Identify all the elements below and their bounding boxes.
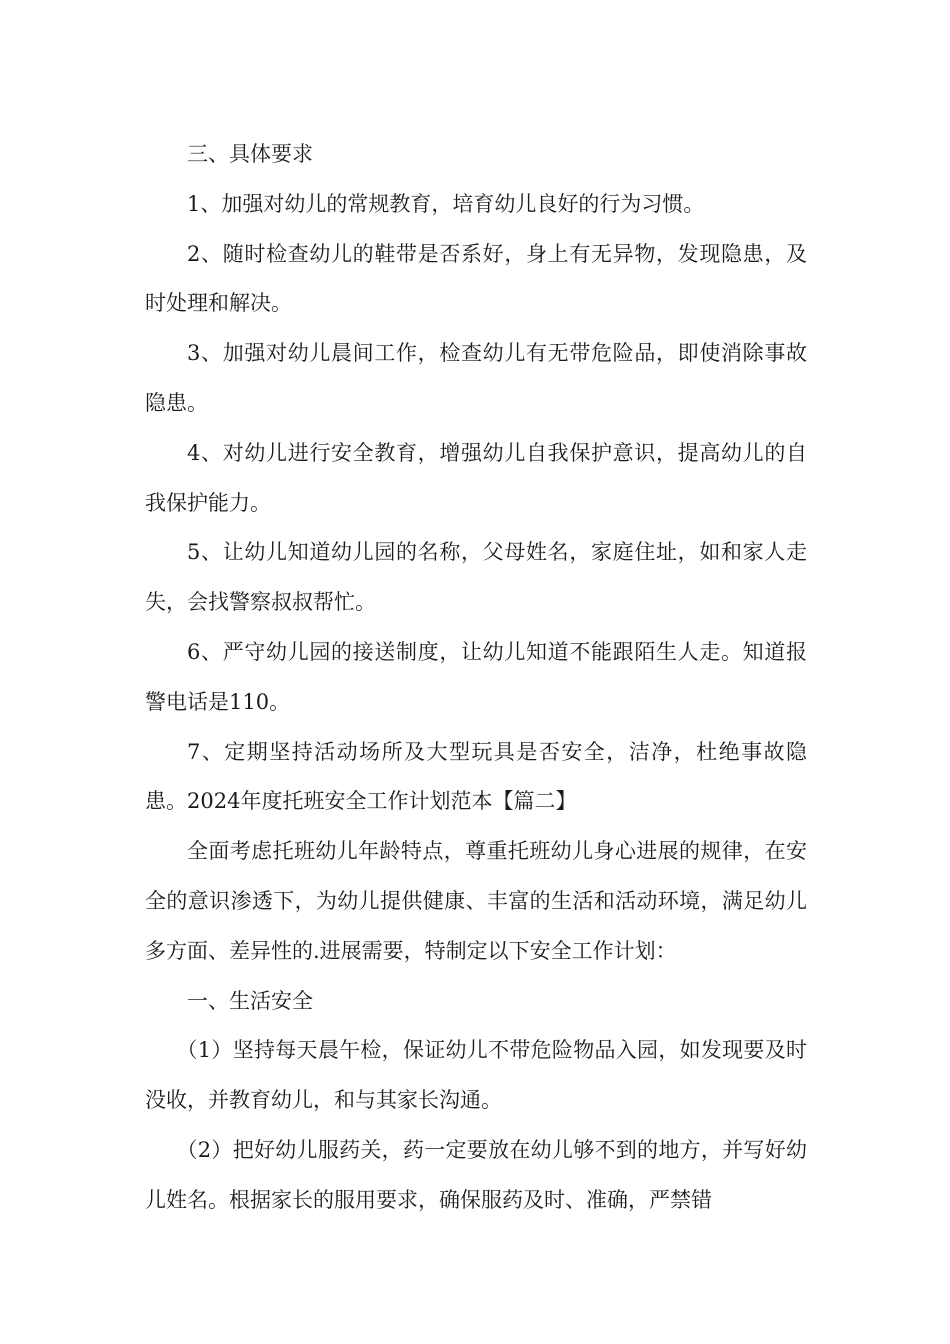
life-safety-item-2: （2）把好幼儿服药关，药一定要放在幼儿够不到的地方，并写好幼儿姓名。根据家长的服用要求，确保服药及时、准确，严禁错	[145, 1137, 807, 1212]
life-safety-item-1: （1）坚持每天晨午检，保证幼儿不带危险物品入园，如发现要及时没收，并教育幼儿，和与其家长沟通。	[145, 1038, 807, 1113]
section-three-heading: 三、具体要求	[187, 142, 313, 166]
requirement-item-6: 6、严守幼儿园的接送制度，让幼儿知道不能跟陌生人走。知道报警电话是110。	[145, 639, 807, 714]
requirement-item-2: 2、随时检查幼儿的鞋带是否系好，身上有无异物，发现隐患，及时处理和解决。	[145, 241, 807, 316]
requirement-item-7: 7、定期坚持活动场所及大型玩具是否安全，洁净，杜绝事故隐患。2024年度托班安全工作计划范本【篇二】	[145, 739, 807, 814]
document-body	[145, 130, 807, 1226]
requirement-item-3: 3、加强对幼儿晨间工作，检查幼儿有无带危险品，即使消除事故隐患。	[145, 341, 807, 415]
requirement-item-5: 5、让幼儿知道幼儿园的名称，父母姓名，家庭住址，如和家人走失，会找警察叔叔帮忙。	[145, 540, 807, 615]
intro-paragraph: 全面考虑托班幼儿年龄特点，尊重托班幼儿身心进展的规律，在安全的意识渗透下，为幼儿提供健康、丰富的生活和活动环境，满足幼儿多方面、差异性的.进展需要，特制定以下安全工作计划：	[145, 839, 807, 963]
section-one-heading: 一、生活安全	[187, 988, 313, 1013]
requirement-item-4: 4、对幼儿进行安全教育，增强幼儿自我保护意识，提高幼儿的自我保护能力。	[145, 440, 807, 515]
requirement-item-1: 1、加强对幼儿的常规教育，培育幼儿良好的行为习惯。	[187, 191, 705, 216]
